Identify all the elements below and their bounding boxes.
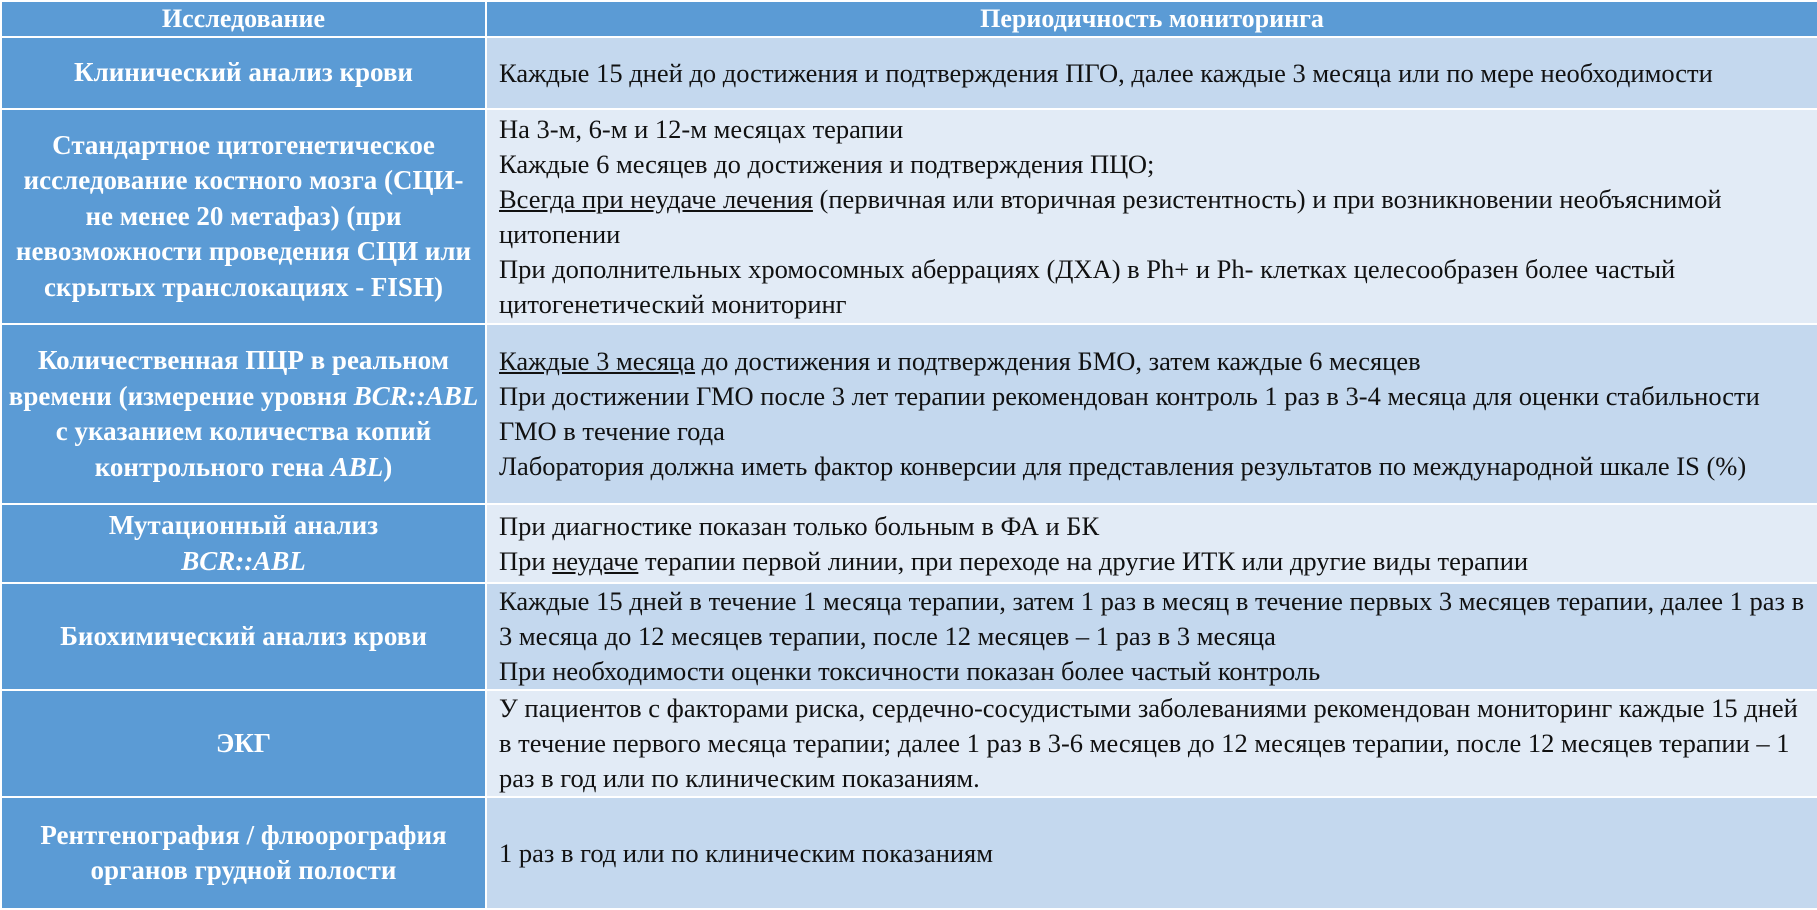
row-test-name: Клинический анализ крови bbox=[1, 37, 486, 109]
frequency-text: (первичная или вторичная резистентность) и при возникновении необъяснимой цитопении bbox=[499, 183, 1722, 249]
row-frequency bbox=[486, 690, 1817, 797]
row-frequency bbox=[486, 797, 1817, 909]
table-header-row bbox=[1, 1, 1817, 37]
gene-name: ABL bbox=[330, 451, 384, 482]
row-frequency bbox=[486, 37, 1817, 109]
frequency-line bbox=[499, 344, 1809, 379]
frequency-text: терапии первой линии, при переходе на другие ИТК или другие виды терапии bbox=[638, 545, 1529, 576]
frequency-line: При необходимости оценки токсичности показан более частый контроль bbox=[499, 656, 1321, 686]
table-row bbox=[1, 583, 1817, 690]
frequency-line bbox=[499, 182, 1809, 252]
table-row bbox=[1, 109, 1817, 324]
frequency-line: На 3-м, 6-м и 12-м месяцах терапии bbox=[499, 113, 904, 144]
table-row bbox=[1, 324, 1817, 504]
row-test-name: Биохимический анализ крови bbox=[1, 583, 486, 690]
row-frequency bbox=[486, 324, 1817, 504]
column-header-test: Исследование bbox=[1, 1, 486, 37]
row-frequency bbox=[486, 504, 1817, 583]
row-test-name: ЭКГ bbox=[1, 690, 486, 797]
frequency-text: до достижения и подтверждения БМО, затем каждые 6 месяцев bbox=[695, 346, 1421, 376]
frequency-line: У пациентов с факторами риска, сердечно-сосудистыми заболеваниями рекомендован мониторинг каждые 15 дней в течение первого месяца терапии; далее 1 раз в 3-6 месяцев до 12 месяцев терапии, после 12 месяцев терапии – 1 раз в год или по клиническим показаниям. bbox=[499, 693, 1798, 793]
test-name-part: с указанием количества копий контрольного гена bbox=[55, 416, 432, 482]
frequency-line: При диагностике показан только больным в ФА и БК bbox=[499, 510, 1100, 541]
row-frequency bbox=[486, 583, 1817, 690]
test-name-part: Мутационный анализ bbox=[108, 510, 379, 540]
frequency-line: При достижении ГМО после 3 лет терапии рекомендован контроль 1 раз в 3-4 месяца для оценки стабильности ГМО в течение года bbox=[499, 381, 1760, 446]
frequency-line: Лаборатория должна иметь фактор конверсии для представления результатов по международной шкале IS (%) bbox=[499, 451, 1747, 481]
underlined-text: неудаче bbox=[552, 545, 639, 576]
table-row bbox=[1, 504, 1817, 583]
column-header-frequency: Периодичность мониторинга bbox=[486, 1, 1817, 37]
frequency-line bbox=[499, 544, 1809, 579]
frequency-line: Каждые 6 месяцев до достижения и подтверждения ПЦО; bbox=[499, 148, 1155, 179]
frequency-line: 1 раз в год или по клиническим показаниям bbox=[499, 837, 994, 868]
row-test-name bbox=[1, 504, 486, 583]
table-row bbox=[1, 797, 1817, 909]
test-name-part: ) bbox=[383, 451, 393, 482]
table-row bbox=[1, 37, 1817, 109]
frequency-line: Каждые 15 дней в течение 1 месяца терапии, затем 1 раз в месяц в течение первых 3 месяцев терапии, далее 1 раз в 3 месяца до 12 месяцев терапии, после 12 месяцев – 1 раз в 3 месяца bbox=[499, 586, 1805, 651]
row-frequency bbox=[486, 109, 1817, 324]
gene-name: BCR::ABL bbox=[353, 380, 479, 411]
row-test-name: Рентгенография / флюорография органов грудной полости bbox=[1, 797, 486, 909]
gene-name: BCR::ABL bbox=[181, 545, 306, 576]
test-name-part: Количественная ПЦР в реальном времени (измерение уровня bbox=[8, 345, 450, 411]
table-row bbox=[1, 690, 1817, 797]
underlined-text: Всегда при неудаче лечения bbox=[499, 183, 813, 214]
frequency-text: При bbox=[499, 545, 553, 576]
frequency-line: При дополнительных хромосомных аберрациях (ДХА) в Ph+ и Ph- клетках целесообразен более частый цитогенетический мониторинг bbox=[499, 253, 1676, 319]
underlined-text: Каждые 3 месяца bbox=[499, 346, 696, 376]
frequency-line: Каждые 15 дней до достижения и подтверждения ПГО, далее каждые 3 месяца или по мере необходимости bbox=[499, 57, 1713, 88]
row-test-name bbox=[1, 324, 486, 504]
row-test-name: Стандартное цитогенетическое исследование костного мозга (СЦИ- не менее 20 метафаз) (при невозможности проведения СЦИ или скрытых транслокациях - FISH) bbox=[1, 109, 486, 324]
